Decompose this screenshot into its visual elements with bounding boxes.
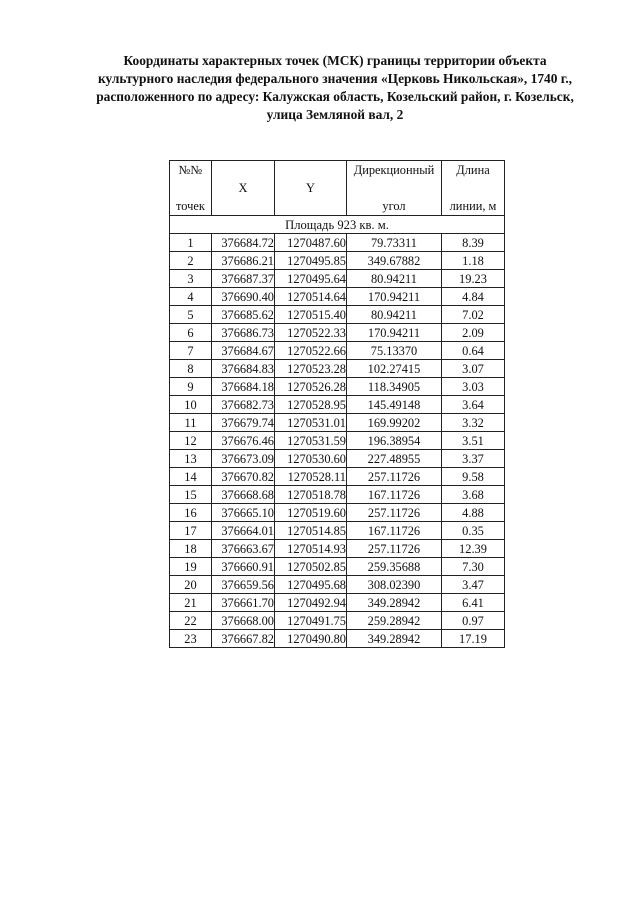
direction-angle-cell: 75.13370 bbox=[347, 342, 442, 360]
header-angle-bottom: угол bbox=[382, 199, 406, 213]
x-coordinate-cell: 376682.73 bbox=[212, 396, 275, 414]
table-row bbox=[170, 432, 505, 450]
line-length-cell: 17.19 bbox=[442, 630, 505, 648]
table-row bbox=[170, 342, 505, 360]
direction-angle-cell: 167.11726 bbox=[347, 486, 442, 504]
x-coordinate-cell: 376679.74 bbox=[212, 414, 275, 432]
title-line-1: Координаты характерных точек (МСК) границы территории объекта bbox=[123, 53, 547, 68]
x-coordinate-cell: 376686.21 bbox=[212, 252, 275, 270]
point-number-cell: 19 bbox=[170, 558, 212, 576]
line-length-cell: 3.47 bbox=[442, 576, 505, 594]
x-coordinate-cell: 376665.10 bbox=[212, 504, 275, 522]
line-length-cell: 2.09 bbox=[442, 324, 505, 342]
y-coordinate-cell: 1270514.64 bbox=[275, 288, 347, 306]
table-row bbox=[170, 630, 505, 648]
y-coordinate-cell: 1270495.85 bbox=[275, 252, 347, 270]
direction-angle-cell: 257.11726 bbox=[347, 468, 442, 486]
point-number-cell: 11 bbox=[170, 414, 212, 432]
table-row bbox=[170, 612, 505, 630]
table-row bbox=[170, 252, 505, 270]
header-angle-top: Дирекционный bbox=[353, 163, 435, 177]
line-length-cell: 1.18 bbox=[442, 252, 505, 270]
y-coordinate-cell: 1270523.28 bbox=[275, 360, 347, 378]
y-coordinate-cell: 1270492.94 bbox=[275, 594, 347, 612]
point-number-cell: 3 bbox=[170, 270, 212, 288]
line-length-cell: 9.58 bbox=[442, 468, 505, 486]
coordinates-table bbox=[169, 160, 505, 648]
point-number-cell: 14 bbox=[170, 468, 212, 486]
line-length-cell: 3.07 bbox=[442, 360, 505, 378]
point-number-cell: 20 bbox=[170, 576, 212, 594]
header-point-number bbox=[170, 161, 212, 216]
point-number-cell: 1 bbox=[170, 234, 212, 252]
line-length-cell: 0.97 bbox=[442, 612, 505, 630]
direction-angle-cell: 257.11726 bbox=[347, 540, 442, 558]
point-number-cell: 4 bbox=[170, 288, 212, 306]
line-length-cell: 3.68 bbox=[442, 486, 505, 504]
table-row bbox=[170, 234, 505, 252]
x-coordinate-cell: 376660.91 bbox=[212, 558, 275, 576]
header-num-bottom: точек bbox=[176, 199, 205, 213]
y-coordinate-cell: 1270495.68 bbox=[275, 576, 347, 594]
title-line-2: культурного наследия федерального значения «Церковь Никольская», 1740 г., bbox=[97, 71, 573, 86]
line-length-cell: 3.37 bbox=[442, 450, 505, 468]
line-length-cell: 3.51 bbox=[442, 432, 505, 450]
x-coordinate-cell: 376668.00 bbox=[212, 612, 275, 630]
x-coordinate-cell: 376673.09 bbox=[212, 450, 275, 468]
direction-angle-cell: 145.49148 bbox=[347, 396, 442, 414]
table-row bbox=[170, 306, 505, 324]
table-row bbox=[170, 378, 505, 396]
x-coordinate-cell: 376676.46 bbox=[212, 432, 275, 450]
line-length-cell: 3.03 bbox=[442, 378, 505, 396]
header-y: Y bbox=[275, 161, 347, 216]
x-coordinate-cell: 376684.83 bbox=[212, 360, 275, 378]
x-coordinate-cell: 376687.37 bbox=[212, 270, 275, 288]
x-coordinate-cell: 376684.18 bbox=[212, 378, 275, 396]
title-line-3: расположенного по адресу: Калужская область, Козельский район, г. Козельск, bbox=[96, 89, 574, 104]
x-coordinate-cell: 376668.68 bbox=[212, 486, 275, 504]
direction-angle-cell: 118.34905 bbox=[347, 378, 442, 396]
y-coordinate-cell: 1270502.85 bbox=[275, 558, 347, 576]
x-coordinate-cell: 376659.56 bbox=[212, 576, 275, 594]
point-number-cell: 17 bbox=[170, 522, 212, 540]
line-length-cell: 0.35 bbox=[442, 522, 505, 540]
y-coordinate-cell: 1270531.59 bbox=[275, 432, 347, 450]
area-label: Площадь 923 кв. м. bbox=[170, 216, 505, 234]
y-coordinate-cell: 1270514.93 bbox=[275, 540, 347, 558]
y-coordinate-cell: 1270530.60 bbox=[275, 450, 347, 468]
table-row bbox=[170, 504, 505, 522]
direction-angle-cell: 167.11726 bbox=[347, 522, 442, 540]
y-coordinate-cell: 1270531.01 bbox=[275, 414, 347, 432]
line-length-cell: 8.39 bbox=[442, 234, 505, 252]
header-angle bbox=[347, 161, 442, 216]
point-number-cell: 6 bbox=[170, 324, 212, 342]
area-row bbox=[170, 216, 505, 234]
point-number-cell: 5 bbox=[170, 306, 212, 324]
direction-angle-cell: 349.67882 bbox=[347, 252, 442, 270]
x-coordinate-cell: 376661.70 bbox=[212, 594, 275, 612]
point-number-cell: 18 bbox=[170, 540, 212, 558]
direction-angle-cell: 259.28942 bbox=[347, 612, 442, 630]
direction-angle-cell: 259.35688 bbox=[347, 558, 442, 576]
title-line-4: улица Земляной вал, 2 bbox=[266, 107, 404, 122]
point-number-cell: 8 bbox=[170, 360, 212, 378]
x-coordinate-cell: 376664.01 bbox=[212, 522, 275, 540]
x-coordinate-cell: 376670.82 bbox=[212, 468, 275, 486]
direction-angle-cell: 257.11726 bbox=[347, 504, 442, 522]
y-coordinate-cell: 1270495.64 bbox=[275, 270, 347, 288]
direction-angle-cell: 170.94211 bbox=[347, 288, 442, 306]
y-coordinate-cell: 1270522.66 bbox=[275, 342, 347, 360]
direction-angle-cell: 79.73311 bbox=[347, 234, 442, 252]
y-coordinate-cell: 1270528.95 bbox=[275, 396, 347, 414]
y-coordinate-cell: 1270491.75 bbox=[275, 612, 347, 630]
direction-angle-cell: 80.94211 bbox=[347, 306, 442, 324]
table-row bbox=[170, 270, 505, 288]
table-row bbox=[170, 486, 505, 504]
table-row bbox=[170, 594, 505, 612]
x-coordinate-cell: 376690.40 bbox=[212, 288, 275, 306]
line-length-cell: 7.02 bbox=[442, 306, 505, 324]
point-number-cell: 21 bbox=[170, 594, 212, 612]
y-coordinate-cell: 1270514.85 bbox=[275, 522, 347, 540]
line-length-cell: 12.39 bbox=[442, 540, 505, 558]
point-number-cell: 13 bbox=[170, 450, 212, 468]
direction-angle-cell: 349.28942 bbox=[347, 594, 442, 612]
point-number-cell: 16 bbox=[170, 504, 212, 522]
line-length-cell: 4.84 bbox=[442, 288, 505, 306]
x-coordinate-cell: 376667.82 bbox=[212, 630, 275, 648]
header-x: X bbox=[212, 161, 275, 216]
direction-angle-cell: 170.94211 bbox=[347, 324, 442, 342]
table-body bbox=[170, 234, 505, 648]
y-coordinate-cell: 1270519.60 bbox=[275, 504, 347, 522]
line-length-cell: 0.64 bbox=[442, 342, 505, 360]
y-coordinate-cell: 1270490.80 bbox=[275, 630, 347, 648]
point-number-cell: 22 bbox=[170, 612, 212, 630]
table-row bbox=[170, 450, 505, 468]
table-row bbox=[170, 522, 505, 540]
table-row bbox=[170, 576, 505, 594]
x-coordinate-cell: 376684.72 bbox=[212, 234, 275, 252]
x-coordinate-cell: 376684.67 bbox=[212, 342, 275, 360]
y-coordinate-cell: 1270528.11 bbox=[275, 468, 347, 486]
table-row bbox=[170, 414, 505, 432]
point-number-cell: 23 bbox=[170, 630, 212, 648]
header-length-top: Длина bbox=[456, 163, 490, 177]
document-title bbox=[70, 52, 600, 124]
direction-angle-cell: 169.99202 bbox=[347, 414, 442, 432]
direction-angle-cell: 80.94211 bbox=[347, 270, 442, 288]
header-length-bottom: линии, м bbox=[449, 199, 497, 213]
y-coordinate-cell: 1270522.33 bbox=[275, 324, 347, 342]
table-header-row bbox=[170, 161, 505, 216]
table-row bbox=[170, 324, 505, 342]
table-row bbox=[170, 540, 505, 558]
point-number-cell: 10 bbox=[170, 396, 212, 414]
y-coordinate-cell: 1270526.28 bbox=[275, 378, 347, 396]
line-length-cell: 4.88 bbox=[442, 504, 505, 522]
table-row bbox=[170, 468, 505, 486]
table-row bbox=[170, 360, 505, 378]
line-length-cell: 19.23 bbox=[442, 270, 505, 288]
direction-angle-cell: 308.02390 bbox=[347, 576, 442, 594]
direction-angle-cell: 196.38954 bbox=[347, 432, 442, 450]
direction-angle-cell: 349.28942 bbox=[347, 630, 442, 648]
header-length bbox=[442, 161, 505, 216]
x-coordinate-cell: 376685.62 bbox=[212, 306, 275, 324]
y-coordinate-cell: 1270518.78 bbox=[275, 486, 347, 504]
line-length-cell: 6.41 bbox=[442, 594, 505, 612]
line-length-cell: 3.32 bbox=[442, 414, 505, 432]
table-row bbox=[170, 288, 505, 306]
point-number-cell: 12 bbox=[170, 432, 212, 450]
point-number-cell: 2 bbox=[170, 252, 212, 270]
point-number-cell: 7 bbox=[170, 342, 212, 360]
direction-angle-cell: 227.48955 bbox=[347, 450, 442, 468]
y-coordinate-cell: 1270515.40 bbox=[275, 306, 347, 324]
line-length-cell: 3.64 bbox=[442, 396, 505, 414]
x-coordinate-cell: 376663.67 bbox=[212, 540, 275, 558]
header-num-top: №№ bbox=[178, 163, 203, 177]
table-row bbox=[170, 396, 505, 414]
direction-angle-cell: 102.27415 bbox=[347, 360, 442, 378]
x-coordinate-cell: 376686.73 bbox=[212, 324, 275, 342]
table-row bbox=[170, 558, 505, 576]
y-coordinate-cell: 1270487.60 bbox=[275, 234, 347, 252]
point-number-cell: 15 bbox=[170, 486, 212, 504]
line-length-cell: 7.30 bbox=[442, 558, 505, 576]
point-number-cell: 9 bbox=[170, 378, 212, 396]
